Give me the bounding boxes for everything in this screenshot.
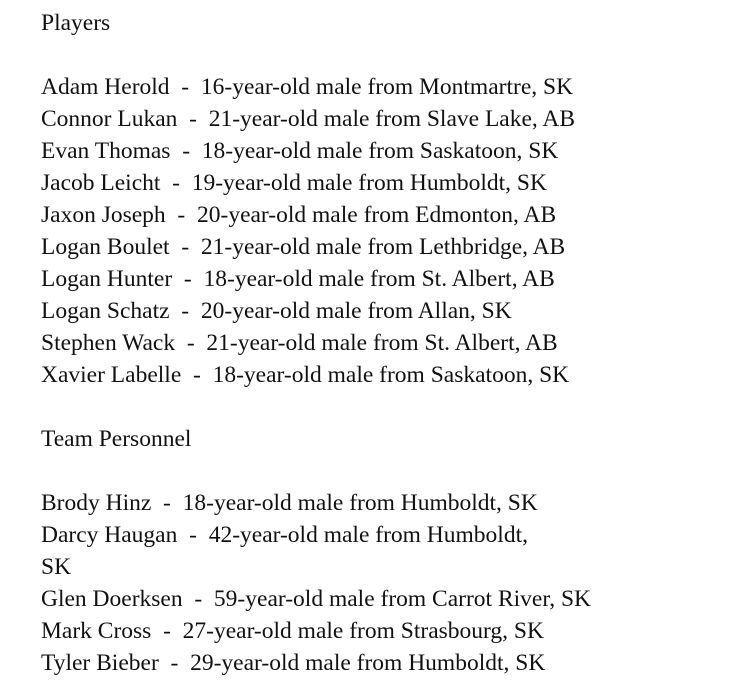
player-entry: Evan Thomas - 18-year-old male from Saskatoon, SK xyxy=(41,138,559,164)
spacer xyxy=(41,455,731,487)
personnel-list xyxy=(41,487,731,679)
personnel-entry: Brody Hinz - 18-year-old male from Humboldt, SK xyxy=(41,490,538,516)
personnel-entry-continuation: SK xyxy=(41,554,72,580)
players-heading: Players xyxy=(41,10,111,36)
spacer xyxy=(41,391,731,423)
spacer xyxy=(41,39,731,71)
player-entry: Xavier Labelle - 18-year-old male from Saskatoon, SK xyxy=(41,362,570,388)
personnel-entry: Glen Doerksen - 59-year-old male from Carrot River, SK xyxy=(41,586,592,612)
document xyxy=(41,7,731,679)
player-entry: Logan Hunter - 18-year-old male from St. Albert, AB xyxy=(41,266,555,292)
player-entry: Connor Lukan - 21-year-old male from Slave Lake, AB xyxy=(41,106,576,132)
player-entry: Stephen Wack - 21-year-old male from St. Albert, AB xyxy=(41,330,558,356)
personnel-entry: Mark Cross - 27-year-old male from Strasbourg, SK xyxy=(41,618,544,644)
player-entry: Logan Boulet - 21-year-old male from Lethbridge, AB xyxy=(41,234,566,260)
personnel-heading: Team Personnel xyxy=(41,426,192,452)
players-list xyxy=(41,71,731,391)
personnel-entry: Darcy Haugan - 42-year-old male from Humboldt, xyxy=(41,522,528,548)
personnel-entry: Tyler Bieber - 29-year-old male from Humboldt, SK xyxy=(41,650,546,676)
player-entry: Logan Schatz - 20-year-old male from Allan, SK xyxy=(41,298,512,324)
player-entry: Adam Herold - 16-year-old male from Montmartre, SK xyxy=(41,74,574,100)
player-entry: Jaxon Joseph - 20-year-old male from Edmonton, AB xyxy=(41,202,557,228)
player-entry: Jacob Leicht - 19-year-old male from Humboldt, SK xyxy=(41,170,547,196)
